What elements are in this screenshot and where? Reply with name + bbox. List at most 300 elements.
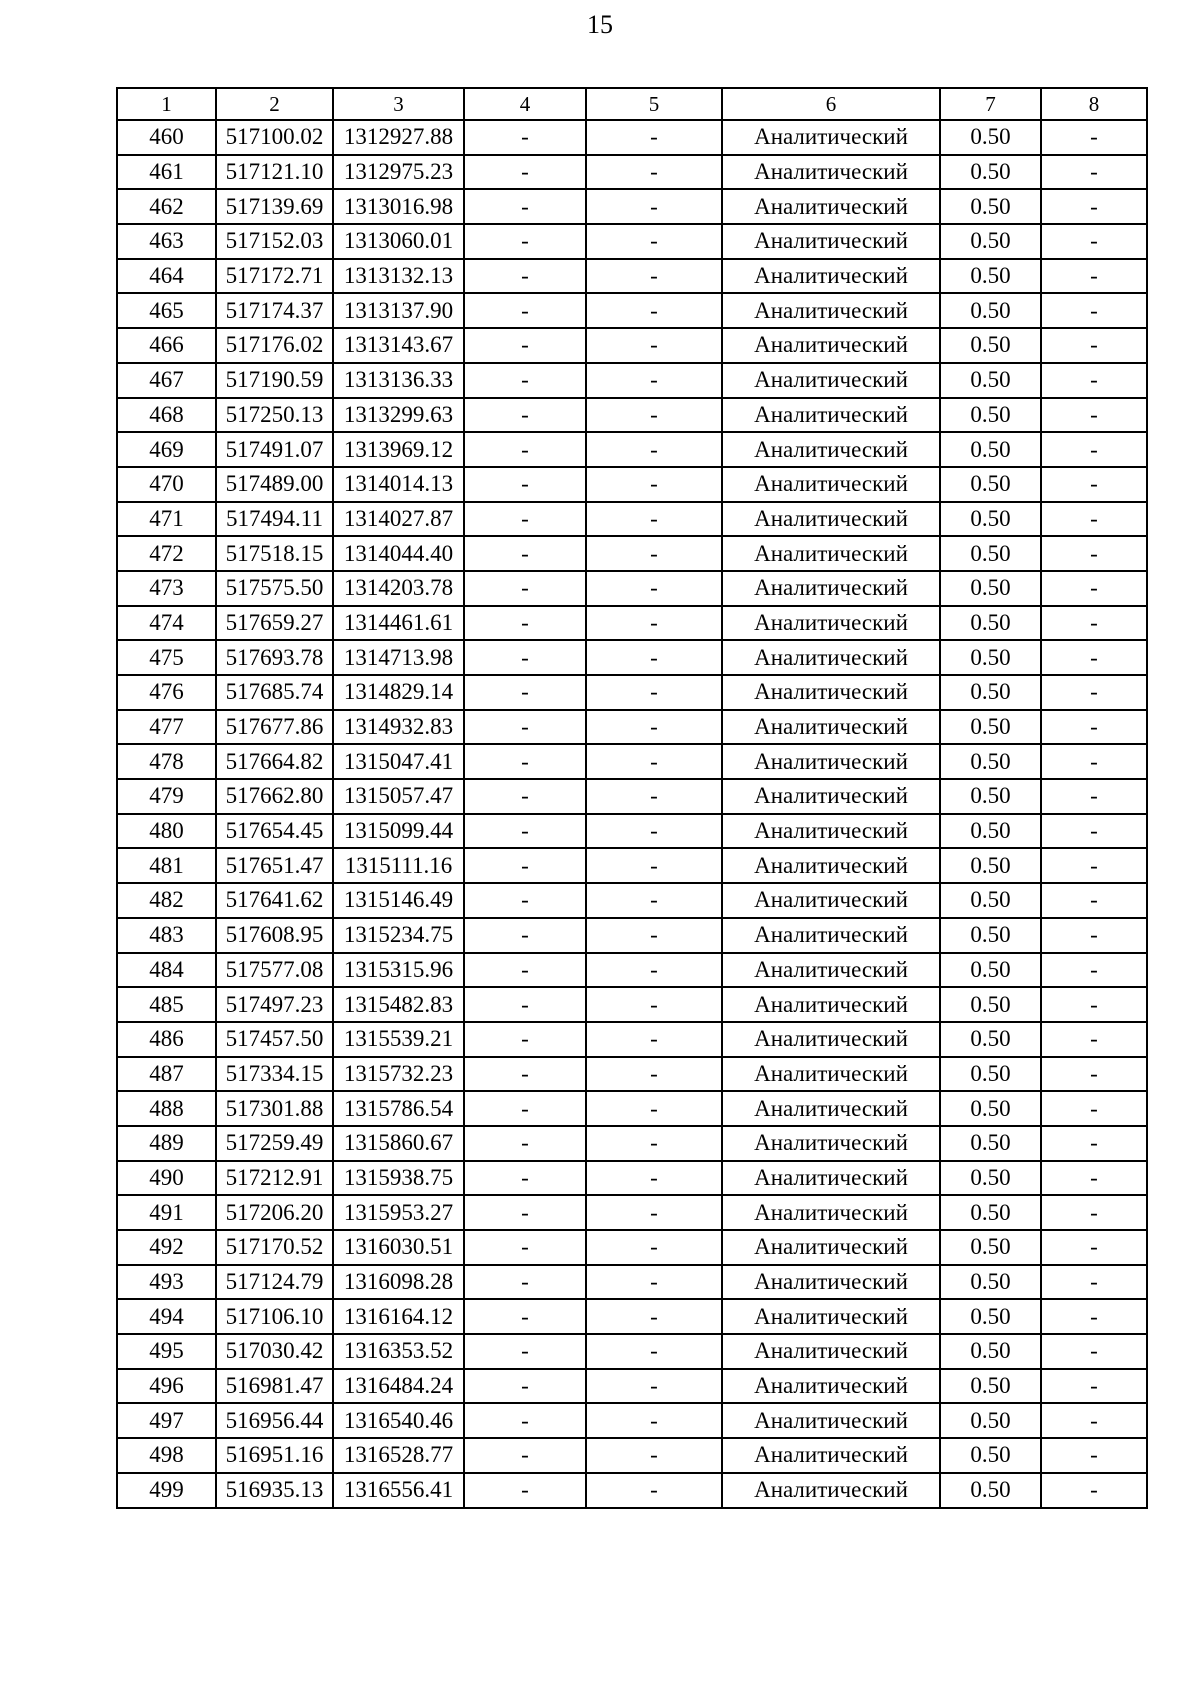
method-cell: Аналитический: [722, 1195, 940, 1230]
x-coordinate-cell: 517030.42: [216, 1334, 333, 1369]
y-coordinate-cell: 1315482.83: [333, 987, 464, 1022]
accuracy-cell: 0.50: [940, 1057, 1041, 1092]
accuracy-cell: 0.50: [940, 293, 1041, 328]
col5-cell: -: [586, 1369, 722, 1404]
col5-cell: -: [586, 1022, 722, 1057]
col4-cell: -: [464, 155, 586, 190]
table-row: [117, 398, 1147, 433]
col5-cell: -: [586, 571, 722, 606]
col4-cell: -: [464, 710, 586, 745]
x-coordinate-cell: 517457.50: [216, 1022, 333, 1057]
col8-cell: -: [1041, 640, 1147, 675]
col8-cell: -: [1041, 1473, 1147, 1508]
table-row: [117, 467, 1147, 502]
col8-cell: -: [1041, 848, 1147, 883]
accuracy-cell: 0.50: [940, 571, 1041, 606]
col8-cell: -: [1041, 1265, 1147, 1300]
accuracy-cell: 0.50: [940, 1161, 1041, 1196]
col8-cell: -: [1041, 502, 1147, 537]
col8-cell: -: [1041, 189, 1147, 224]
table-row: [117, 1057, 1147, 1092]
col5-cell: -: [586, 155, 722, 190]
col4-cell: -: [464, 606, 586, 641]
table-row: [117, 536, 1147, 571]
col8-cell: -: [1041, 1161, 1147, 1196]
table-row: [117, 779, 1147, 814]
accuracy-cell: 0.50: [940, 155, 1041, 190]
x-coordinate-cell: 517659.27: [216, 606, 333, 641]
table-row: [117, 1369, 1147, 1404]
col4-cell: -: [464, 293, 586, 328]
y-coordinate-cell: 1313137.90: [333, 293, 464, 328]
col5-cell: -: [586, 398, 722, 433]
col8-cell: -: [1041, 363, 1147, 398]
x-coordinate-cell: 517152.03: [216, 224, 333, 259]
x-coordinate-cell: 516935.13: [216, 1473, 333, 1508]
method-cell: Аналитический: [722, 398, 940, 433]
method-cell: Аналитический: [722, 814, 940, 849]
x-coordinate-cell: 517664.82: [216, 744, 333, 779]
y-coordinate-cell: 1315786.54: [333, 1091, 464, 1126]
table-row: [117, 1334, 1147, 1369]
table-row: [117, 640, 1147, 675]
col8-cell: -: [1041, 1057, 1147, 1092]
y-coordinate-cell: 1313299.63: [333, 398, 464, 433]
col8-cell: -: [1041, 1438, 1147, 1473]
y-coordinate-cell: 1314044.40: [333, 536, 464, 571]
table-row: [117, 1161, 1147, 1196]
col4-cell: -: [464, 675, 586, 710]
table-row: [117, 710, 1147, 745]
table-row: [117, 1091, 1147, 1126]
y-coordinate-cell: 1315057.47: [333, 779, 464, 814]
col5-cell: -: [586, 710, 722, 745]
col8-cell: -: [1041, 571, 1147, 606]
table-row: [117, 1195, 1147, 1230]
col4-cell: -: [464, 467, 586, 502]
y-coordinate-cell: 1315111.16: [333, 848, 464, 883]
col8-cell: -: [1041, 224, 1147, 259]
point-number-cell: 487: [117, 1057, 216, 1092]
accuracy-cell: 0.50: [940, 328, 1041, 363]
x-coordinate-cell: 516981.47: [216, 1369, 333, 1404]
y-coordinate-cell: 1316164.12: [333, 1299, 464, 1334]
col4-cell: -: [464, 120, 586, 155]
col4-cell: -: [464, 814, 586, 849]
x-coordinate-cell: 517100.02: [216, 120, 333, 155]
col8-cell: -: [1041, 710, 1147, 745]
col5-cell: -: [586, 363, 722, 398]
col4-cell: -: [464, 1265, 586, 1300]
col4-cell: -: [464, 224, 586, 259]
table-row: [117, 328, 1147, 363]
col4-cell: -: [464, 363, 586, 398]
method-cell: Аналитический: [722, 536, 940, 571]
accuracy-cell: 0.50: [940, 432, 1041, 467]
y-coordinate-cell: 1314829.14: [333, 675, 464, 710]
col5-cell: -: [586, 293, 722, 328]
y-coordinate-cell: 1313132.13: [333, 259, 464, 294]
point-number-cell: 496: [117, 1369, 216, 1404]
point-number-cell: 461: [117, 155, 216, 190]
column-header: 3: [333, 88, 464, 120]
x-coordinate-cell: 517693.78: [216, 640, 333, 675]
col5-cell: -: [586, 953, 722, 988]
accuracy-cell: 0.50: [940, 987, 1041, 1022]
col4-cell: -: [464, 502, 586, 537]
accuracy-cell: 0.50: [940, 1299, 1041, 1334]
method-cell: Аналитический: [722, 120, 940, 155]
point-number-cell: 493: [117, 1265, 216, 1300]
col4-cell: -: [464, 779, 586, 814]
x-coordinate-cell: 517651.47: [216, 848, 333, 883]
point-number-cell: 495: [117, 1334, 216, 1369]
col5-cell: -: [586, 1126, 722, 1161]
col4-cell: -: [464, 1126, 586, 1161]
table-row: [117, 155, 1147, 190]
x-coordinate-cell: 517124.79: [216, 1265, 333, 1300]
y-coordinate-cell: 1315732.23: [333, 1057, 464, 1092]
col8-cell: -: [1041, 883, 1147, 918]
x-coordinate-cell: 517172.71: [216, 259, 333, 294]
accuracy-cell: 0.50: [940, 953, 1041, 988]
point-number-cell: 486: [117, 1022, 216, 1057]
accuracy-cell: 0.50: [940, 1438, 1041, 1473]
col4-cell: -: [464, 883, 586, 918]
y-coordinate-cell: 1313143.67: [333, 328, 464, 363]
x-coordinate-cell: 517259.49: [216, 1126, 333, 1161]
col4-cell: -: [464, 536, 586, 571]
method-cell: Аналитический: [722, 1299, 940, 1334]
col8-cell: -: [1041, 1299, 1147, 1334]
y-coordinate-cell: 1315539.21: [333, 1022, 464, 1057]
table-row: [117, 848, 1147, 883]
accuracy-cell: 0.50: [940, 1334, 1041, 1369]
table-row: [117, 1299, 1147, 1334]
method-cell: Аналитический: [722, 1473, 940, 1508]
col5-cell: -: [586, 189, 722, 224]
method-cell: Аналитический: [722, 1230, 940, 1265]
col5-cell: -: [586, 1161, 722, 1196]
col5-cell: -: [586, 606, 722, 641]
method-cell: Аналитический: [722, 987, 940, 1022]
method-cell: Аналитический: [722, 1022, 940, 1057]
x-coordinate-cell: 517250.13: [216, 398, 333, 433]
x-coordinate-cell: 517334.15: [216, 1057, 333, 1092]
y-coordinate-cell: 1315860.67: [333, 1126, 464, 1161]
accuracy-cell: 0.50: [940, 1126, 1041, 1161]
y-coordinate-cell: 1315146.49: [333, 883, 464, 918]
y-coordinate-cell: 1314932.83: [333, 710, 464, 745]
point-number-cell: 482: [117, 883, 216, 918]
col4-cell: -: [464, 848, 586, 883]
x-coordinate-cell: 517301.88: [216, 1091, 333, 1126]
col5-cell: -: [586, 640, 722, 675]
accuracy-cell: 0.50: [940, 918, 1041, 953]
col4-cell: -: [464, 1403, 586, 1438]
method-cell: Аналитический: [722, 675, 940, 710]
col5-cell: -: [586, 1299, 722, 1334]
col5-cell: -: [586, 432, 722, 467]
y-coordinate-cell: 1314713.98: [333, 640, 464, 675]
point-number-cell: 491: [117, 1195, 216, 1230]
accuracy-cell: 0.50: [940, 120, 1041, 155]
accuracy-cell: 0.50: [940, 744, 1041, 779]
col8-cell: -: [1041, 432, 1147, 467]
method-cell: Аналитический: [722, 1091, 940, 1126]
x-coordinate-cell: 517139.69: [216, 189, 333, 224]
accuracy-cell: 0.50: [940, 1265, 1041, 1300]
x-coordinate-cell: 517174.37: [216, 293, 333, 328]
col5-cell: -: [586, 848, 722, 883]
y-coordinate-cell: 1313969.12: [333, 432, 464, 467]
accuracy-cell: 0.50: [940, 189, 1041, 224]
col5-cell: -: [586, 883, 722, 918]
y-coordinate-cell: 1315047.41: [333, 744, 464, 779]
accuracy-cell: 0.50: [940, 1473, 1041, 1508]
y-coordinate-cell: 1315315.96: [333, 953, 464, 988]
method-cell: Аналитический: [722, 328, 940, 363]
method-cell: Аналитический: [722, 918, 940, 953]
column-header: 2: [216, 88, 333, 120]
point-number-cell: 484: [117, 953, 216, 988]
table-row: [117, 675, 1147, 710]
page-number: 15: [587, 10, 613, 39]
x-coordinate-cell: 517575.50: [216, 571, 333, 606]
col8-cell: -: [1041, 779, 1147, 814]
col4-cell: -: [464, 987, 586, 1022]
point-number-cell: 460: [117, 120, 216, 155]
method-cell: Аналитический: [722, 293, 940, 328]
col5-cell: -: [586, 814, 722, 849]
method-cell: Аналитический: [722, 502, 940, 537]
x-coordinate-cell: 517654.45: [216, 814, 333, 849]
y-coordinate-cell: 1315234.75: [333, 918, 464, 953]
col4-cell: -: [464, 1057, 586, 1092]
table-row: [117, 953, 1147, 988]
table-row: [117, 293, 1147, 328]
col8-cell: -: [1041, 120, 1147, 155]
point-number-cell: 488: [117, 1091, 216, 1126]
column-header: 7: [940, 88, 1041, 120]
col8-cell: -: [1041, 1334, 1147, 1369]
table-row: [117, 224, 1147, 259]
accuracy-cell: 0.50: [940, 848, 1041, 883]
accuracy-cell: 0.50: [940, 675, 1041, 710]
col5-cell: -: [586, 987, 722, 1022]
col8-cell: -: [1041, 259, 1147, 294]
col4-cell: -: [464, 1091, 586, 1126]
point-number-cell: 476: [117, 675, 216, 710]
col8-cell: -: [1041, 675, 1147, 710]
x-coordinate-cell: 517497.23: [216, 987, 333, 1022]
x-coordinate-cell: 517212.91: [216, 1161, 333, 1196]
method-cell: Аналитический: [722, 259, 940, 294]
col8-cell: -: [1041, 1126, 1147, 1161]
point-number-cell: 474: [117, 606, 216, 641]
x-coordinate-cell: 517121.10: [216, 155, 333, 190]
table-row: [117, 814, 1147, 849]
x-coordinate-cell: 516951.16: [216, 1438, 333, 1473]
accuracy-cell: 0.50: [940, 1230, 1041, 1265]
col8-cell: -: [1041, 744, 1147, 779]
x-coordinate-cell: 517170.52: [216, 1230, 333, 1265]
table-row: [117, 1230, 1147, 1265]
point-number-cell: 497: [117, 1403, 216, 1438]
col8-cell: -: [1041, 1403, 1147, 1438]
point-number-cell: 494: [117, 1299, 216, 1334]
accuracy-cell: 0.50: [940, 883, 1041, 918]
method-cell: Аналитический: [722, 710, 940, 745]
method-cell: Аналитический: [722, 848, 940, 883]
table-row: [117, 432, 1147, 467]
table-row: [117, 1438, 1147, 1473]
table-row: [117, 1403, 1147, 1438]
x-coordinate-cell: 517685.74: [216, 675, 333, 710]
accuracy-cell: 0.50: [940, 640, 1041, 675]
point-number-cell: 475: [117, 640, 216, 675]
y-coordinate-cell: 1314014.13: [333, 467, 464, 502]
point-number-cell: 472: [117, 536, 216, 571]
method-cell: Аналитический: [722, 640, 940, 675]
table-row: [117, 189, 1147, 224]
col5-cell: -: [586, 1057, 722, 1092]
x-coordinate-cell: 516956.44: [216, 1403, 333, 1438]
method-cell: Аналитический: [722, 363, 940, 398]
point-number-cell: 480: [117, 814, 216, 849]
column-header: 6: [722, 88, 940, 120]
table-row: [117, 120, 1147, 155]
method-cell: Аналитический: [722, 953, 940, 988]
point-number-cell: 485: [117, 987, 216, 1022]
point-number-cell: 467: [117, 363, 216, 398]
x-coordinate-cell: 517494.11: [216, 502, 333, 537]
column-header: 8: [1041, 88, 1147, 120]
point-number-cell: 471: [117, 502, 216, 537]
col8-cell: -: [1041, 606, 1147, 641]
col4-cell: -: [464, 640, 586, 675]
accuracy-cell: 0.50: [940, 259, 1041, 294]
point-number-cell: 499: [117, 1473, 216, 1508]
x-coordinate-cell: 517106.10: [216, 1299, 333, 1334]
accuracy-cell: 0.50: [940, 363, 1041, 398]
point-number-cell: 489: [117, 1126, 216, 1161]
col8-cell: -: [1041, 918, 1147, 953]
method-cell: Аналитический: [722, 224, 940, 259]
header-row: [117, 88, 1147, 120]
accuracy-cell: 0.50: [940, 814, 1041, 849]
table-row: [117, 571, 1147, 606]
col5-cell: -: [586, 1265, 722, 1300]
accuracy-cell: 0.50: [940, 536, 1041, 571]
col4-cell: -: [464, 398, 586, 433]
col4-cell: -: [464, 1438, 586, 1473]
y-coordinate-cell: 1312975.23: [333, 155, 464, 190]
x-coordinate-cell: 517641.62: [216, 883, 333, 918]
col5-cell: -: [586, 675, 722, 710]
point-number-cell: 481: [117, 848, 216, 883]
col4-cell: -: [464, 189, 586, 224]
table-row: [117, 1126, 1147, 1161]
col8-cell: -: [1041, 536, 1147, 571]
x-coordinate-cell: 517491.07: [216, 432, 333, 467]
col8-cell: -: [1041, 1022, 1147, 1057]
col8-cell: -: [1041, 1195, 1147, 1230]
point-number-cell: 498: [117, 1438, 216, 1473]
point-number-cell: 464: [117, 259, 216, 294]
method-cell: Аналитический: [722, 467, 940, 502]
y-coordinate-cell: 1315099.44: [333, 814, 464, 849]
col5-cell: -: [586, 120, 722, 155]
y-coordinate-cell: 1316540.46: [333, 1403, 464, 1438]
col8-cell: -: [1041, 987, 1147, 1022]
y-coordinate-cell: 1316098.28: [333, 1265, 464, 1300]
accuracy-cell: 0.50: [940, 224, 1041, 259]
col8-cell: -: [1041, 467, 1147, 502]
method-cell: Аналитический: [722, 1126, 940, 1161]
method-cell: Аналитический: [722, 1403, 940, 1438]
method-cell: Аналитический: [722, 779, 940, 814]
x-coordinate-cell: 517190.59: [216, 363, 333, 398]
col5-cell: -: [586, 467, 722, 502]
point-number-cell: 492: [117, 1230, 216, 1265]
table-header: [117, 88, 1147, 120]
col8-cell: -: [1041, 155, 1147, 190]
accuracy-cell: 0.50: [940, 606, 1041, 641]
col8-cell: -: [1041, 953, 1147, 988]
method-cell: Аналитический: [722, 155, 940, 190]
col5-cell: -: [586, 918, 722, 953]
point-number-cell: 490: [117, 1161, 216, 1196]
point-number-cell: 468: [117, 398, 216, 433]
point-number-cell: 483: [117, 918, 216, 953]
x-coordinate-cell: 517518.15: [216, 536, 333, 571]
col4-cell: -: [464, 1334, 586, 1369]
table-row: [117, 1265, 1147, 1300]
method-cell: Аналитический: [722, 744, 940, 779]
point-number-cell: 465: [117, 293, 216, 328]
y-coordinate-cell: 1316528.77: [333, 1438, 464, 1473]
col5-cell: -: [586, 1195, 722, 1230]
method-cell: Аналитический: [722, 1265, 940, 1300]
col5-cell: -: [586, 536, 722, 571]
y-coordinate-cell: 1316353.52: [333, 1334, 464, 1369]
coordinates-table: [116, 87, 1148, 1509]
accuracy-cell: 0.50: [940, 779, 1041, 814]
x-coordinate-cell: 517677.86: [216, 710, 333, 745]
accuracy-cell: 0.50: [940, 398, 1041, 433]
method-cell: Аналитический: [722, 189, 940, 224]
col4-cell: -: [464, 328, 586, 363]
col5-cell: -: [586, 779, 722, 814]
table-row: [117, 606, 1147, 641]
accuracy-cell: 0.50: [940, 467, 1041, 502]
col4-cell: -: [464, 1473, 586, 1508]
method-cell: Аналитический: [722, 883, 940, 918]
table-row: [117, 259, 1147, 294]
col8-cell: -: [1041, 328, 1147, 363]
col5-cell: -: [586, 502, 722, 537]
column-header: 1: [117, 88, 216, 120]
column-header: 5: [586, 88, 722, 120]
y-coordinate-cell: 1313060.01: [333, 224, 464, 259]
point-number-cell: 478: [117, 744, 216, 779]
col4-cell: -: [464, 1299, 586, 1334]
table-body: [117, 120, 1147, 1508]
accuracy-cell: 0.50: [940, 1195, 1041, 1230]
method-cell: Аналитический: [722, 432, 940, 467]
col5-cell: -: [586, 1473, 722, 1508]
